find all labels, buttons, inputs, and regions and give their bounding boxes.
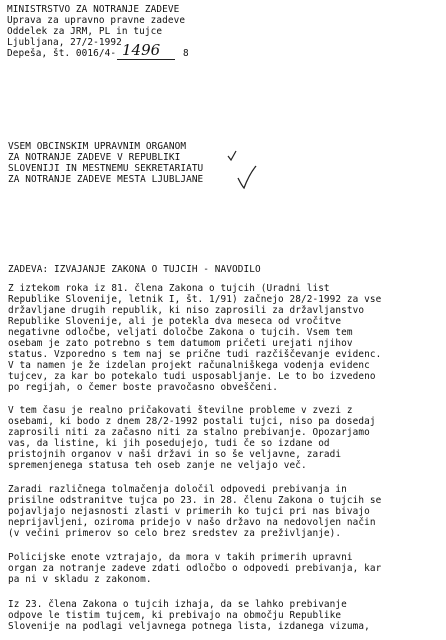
paragraph-line: Policijske enote vztrajajo, da mora v takih primerih upravni: [8, 552, 353, 563]
paragraph-line: Z iztekom roka iz 81. člena Zakona o tujcih (Uradni list: [8, 283, 330, 294]
paragraph-line: zaprosili niti za začasno niti za stalno prebivanje. Opozarjamo: [8, 427, 370, 438]
paragraph-line: po regijah, o čemer boste pravočasno obveščeni.: [8, 382, 278, 393]
paragraph-line: pristojnih organov v naši državi in so še veljavne, zaradi: [8, 449, 342, 460]
paragraph-line: Republike Slovenije, ali je potekla dva meseca od vročitve: [8, 316, 342, 327]
section-name: Oddelek za JRM, PL in tujce: [7, 26, 163, 37]
addressee-line-2: ZA NOTRANJE ZADEVE V REPUBLIKI: [8, 152, 181, 163]
subject-line: ZADEVA: IZVAJANJE ZAKONA O TUJCIH - NAVODILO: [8, 264, 261, 275]
paragraph-line: status. Vzporedno s tem naj se prične tudi razčiščevanje evidenc.: [8, 349, 382, 360]
paragraph-line: vas, da listine, ki jih posedujejo, tudi če so izdane od: [8, 438, 330, 449]
reference-suffix: 8: [183, 48, 189, 59]
ministry-name: MINISTRSTVO ZA NOTRANJE ZADEVE: [7, 4, 180, 15]
paragraph-line: negativne odločbe, veljati določbe Zakona o tujcih. Vsem tem: [8, 327, 353, 338]
paragraph-line: prisilne odstranitve tujca po 23. in 28. členu Zakona o tujcih se: [8, 495, 382, 506]
addressee-line-4: ZA NOTRANJE ZADEVE MESTA LJUBLJANE: [8, 174, 204, 185]
paragraph-line: neprijavljeni, oziroma pridejo v našo državo na nedovoljen način: [8, 517, 376, 528]
paragraph-line: osebam je zato potrebno s tem datumom pričeti urejati njihov: [8, 338, 353, 349]
check-mark-icon: [236, 164, 258, 190]
addressee-line-3: SLOVENIJI IN MESTNEMU SEKRETARIATU: [8, 163, 204, 174]
place-date: Ljubljana, 27/2-1992: [7, 37, 122, 48]
paragraph-line: pa ni v skladu z zakonom.: [8, 574, 152, 585]
paragraph-line: Republike Slovenije, letnik I, št. 1/91) začnejo 28/2-1992 za vse: [8, 294, 382, 305]
paragraph-line: Slovenije na podlagi veljavnega potnega lista, izdanega vizuma,: [8, 621, 370, 632]
department-name: Uprava za upravno pravne zadeve: [7, 15, 186, 26]
paragraph-line: tujcev, za kar bo potekalo tudi usposabljanje. Le to bo izvedeno: [8, 371, 376, 382]
paragraph-line: Zaradi različnega tolmačenja določil odpovedi prebivanja in: [8, 484, 347, 495]
handwritten-reference-number: 1496: [122, 41, 161, 59]
paragraph-line: V tem času je realno pričakovati številne probleme v zvezi z: [8, 405, 353, 416]
paragraph-line: V ta namen je že izdelan projekt računalniškega vodenja evidenc: [8, 360, 370, 371]
paragraph-line: organ za notranje zadeve zdati odločbo o odpovedi prebivanja, kar: [8, 563, 382, 574]
paragraph-line: pojavljajo nejasnosti zlasti v primerih ko tujci pri nas bivajo: [8, 506, 370, 517]
paragraph-line: Iz 23. člena Zakona o tujcih izhaja, da se lahko prebivanje: [8, 599, 347, 610]
paragraph-line: osebami, ki bodo z dnem 28/2-1992 postali tujci, niso pa dosedaj: [8, 416, 376, 427]
paragraph-line: državljane drugih republik, ki niso zaprosili za državljanstvo: [8, 305, 365, 316]
paragraph-line: spremenjenega statusa teh oseb zanje ne veljajo več.: [8, 460, 307, 471]
reference-underline: [117, 59, 175, 60]
addressee-line-1: VSEM OBCINSKIM UPRAVNIM ORGANOM: [8, 141, 187, 152]
paragraph-line: odpove le tistim tujcem, ki prebivajo na območju Republike: [8, 610, 342, 621]
check-mark-icon: [227, 150, 237, 162]
paragraph-line: (v večini primerov so celo brez sredstev za preživljanje).: [8, 528, 342, 539]
reference-prefix: Depeša, št. 0016/4-: [7, 48, 117, 59]
